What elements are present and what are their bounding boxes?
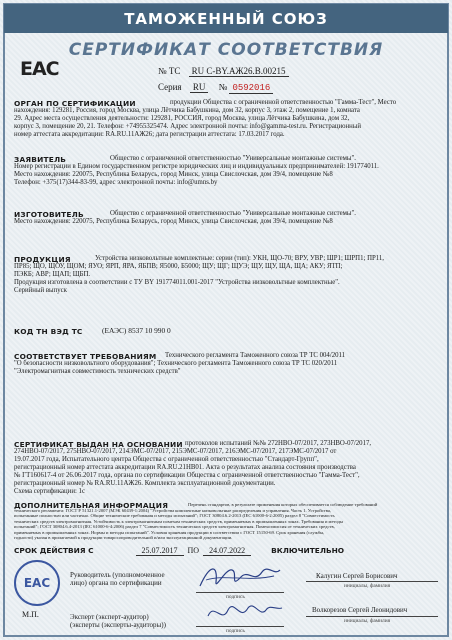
basis-details [14, 448, 440, 497]
additional-line: технических средств электромагнитная. Устойчивость к электромагнитным помехам технических средств, применяемых в промышленных зонах. Требования и методы [14, 518, 344, 524]
basis-line: 274НВО-07/2017, 275НВО-07/2017, 214ЭМС-07/2017, 215ЭМС-07/2017, 216ЭМС-07/2017, 217ЭМС-07/2017 от [14, 448, 337, 455]
number-value: RU C-BY.АЖ26.B.00215 [189, 66, 289, 77]
expert-label-line: Эксперт (эксперт-аудитор) [70, 613, 149, 621]
basis-line: регистрационный номер аттестата аккредитации RA.RU.21НВ01. Акта о результатах анализа состояния производства [14, 464, 356, 472]
additional-line: испытанные полностью или частично. Общие технические требования и методы испытаний"; ГОСТ 30804.6.2-2013 (IEC 61000-6-2:2005) раздел 8 "Совместимость [14, 513, 335, 519]
expert-signature [204, 596, 284, 628]
applicant-heading: ЗАЯВИТЕЛЬ [14, 155, 67, 164]
expert-sign-line [196, 626, 284, 627]
manufacturer-details [14, 218, 440, 226]
validity-to: 24.07.2022 [203, 546, 251, 556]
organ-line: корпус 3, помещение 20, 21. Телефон: +74955325474. Адрес электронной почты: info@gamma-test.ru. Регистрационный [14, 123, 361, 131]
certificate-title: СЕРТИФИКАТ СООТВЕТСТВИЯ [68, 40, 384, 60]
certificate-number [158, 66, 289, 77]
applicant-details [14, 163, 440, 187]
expert-name: Волкорезов Сергей Леонидович [312, 606, 408, 614]
manufacturer-line-0: Общество с ограниченной ответственностью "Универсальные монтажные системы". [110, 210, 356, 217]
additional-details [14, 508, 440, 540]
applicant-line: Место нахождения: 220075, Республика Беларусь, город Минск, улица Свислочская, дом 39/4, помещение №8 [14, 171, 333, 179]
product-line: Продукция изготовлена в соответствии с ТУ BY 191774011.001-2017 "Устройства низковольтные комплектные". [14, 279, 340, 287]
seal-place-label: М.П. [22, 610, 39, 619]
expert-name-line [306, 616, 438, 617]
head-label-line: лицо) органа по сертификации [70, 578, 162, 587]
requirements-line-0: Технического регламента Таможенного союза ТР ТС 004/2011 [165, 352, 346, 359]
organ-line: нахождения: 129281, Россия, город Москва, улица Лётчика Бабушкина, дом 32, корпус 3, этаж 2, помещение 1, комната [14, 107, 360, 114]
customs-union-banner: ТАМОЖЕННЫЙ СОЮЗ [4, 4, 448, 33]
eac-logo: ЕАС [20, 58, 59, 80]
basis-line-0: протоколов испытаний №№ 272НВО-07/2017, 273НВО-07/2017, [185, 440, 372, 447]
requirements-line: "Электромагнитная совместимость технических средств" [14, 368, 181, 376]
expert-name-caption: инициалы, фамилия [344, 618, 391, 624]
additional-line: испытаний"; ГОСТ 30804.6.4-2013 (IEC 61000-6-4:2006) раздел 7 "Совместимость технических средств электромагнитная. Помехоэмиссия от технических средств, [14, 524, 335, 530]
expert-label [70, 614, 166, 629]
code-heading: КОД ТН ВЭД ТС [14, 327, 83, 336]
product-line-0: Устройства низковольтные комплектные: серии (тип): УКН, ЩО-70; ВРУ, УВР; ШР1; ШРП1; ПР11, [95, 255, 385, 262]
series-no-sign: № [218, 82, 228, 92]
stamp-mark: ЕАС [23, 576, 51, 590]
product-heading: ПРОДУКЦИЯ [14, 255, 71, 264]
head-sign-line [196, 592, 284, 593]
head-label [70, 572, 165, 587]
certificate-series [158, 82, 273, 94]
validity-from: 25.07.2017 [136, 546, 184, 556]
organ-line: 29. Адрес места осуществления деятельности: 129281, РОССИЯ, город Москва, улица Лётчика Бабушкина, дом 32, [14, 115, 350, 123]
additional-line: применяемых в промышленных зонах. Нормы и методы испытаний". Условия хранения продукции в соответствии с ГОСТ 15150-69. Срок хранения (службы, [14, 529, 325, 535]
manufacturer-heading: ИЗГОТОВИТЕЛЬ [14, 210, 84, 219]
basis-line: регистрационный номер № RA.RU.11АЖ26. Комплекта эксплуатационной документации. [14, 480, 276, 488]
applicant-line-0: Общество с ограниченной ответственностью "Универсальные монтажные системы". [110, 155, 356, 162]
additional-line: годности) указан в прилагаемой к продукции товаросопроводительной и/или эксплуатационной документации. [14, 535, 233, 541]
requirements-line: "О безопасности низковольтного оборудования"; Технического регламента Таможенного союза ТР ТС 020/2011 [14, 360, 338, 367]
code-value: (ЕАЭС) 8537 10 990 0 [102, 326, 171, 335]
series-prefix: RU [190, 82, 209, 93]
validity-heading: СРОК ДЕЙСТВИЯ С [14, 546, 94, 555]
series-label: Серия [158, 82, 182, 92]
applicant-line: Телефон: +375(17)344-83-99, адрес электронной почты: info@umns.by [14, 179, 218, 187]
requirements-details [14, 360, 440, 376]
validity-to-label: ПО [187, 546, 200, 555]
applicant-line: Номер регистрации в Едином государственном регистре юридических лиц и индивидуальных предпринимателей: 191774011. [14, 163, 379, 170]
organ-line-0: продукции Общества с ограниченной ответственностью "Гамма-Тест", Место [170, 99, 397, 106]
basis-heading: СЕРТИФИКАТ ВЫДАН НА ОСНОВАНИИ [14, 440, 183, 449]
basis-line: 19.07.2017 года, Испытательного центра Общества с ограниченной ответственностью "Стандарт-Групп", [14, 456, 319, 464]
additional-heading: ДОПОЛНИТЕЛЬНАЯ ИНФОРМАЦИЯ [14, 501, 169, 510]
organ-heading: ОРГАН ПО СЕРТИФИКАЦИИ [14, 99, 136, 108]
organ-details [14, 107, 440, 139]
product-details [14, 263, 440, 295]
organ-line: номер аттестата аккредитации: RA.RU.11АЖ26; дата регистрации аттестата: 17.03.2017 года. [14, 131, 285, 139]
manufacturer-line: Место нахождения: 220075, Республика Беларусь, город Минск, улица Свислочская, дом 39/4, помещение №8 [14, 218, 333, 225]
expert-sign-caption: подпись [226, 628, 245, 634]
head-sign-caption: подпись [226, 594, 245, 600]
series-number: 0592016 [229, 83, 273, 94]
head-name: Калугин Сергей Борисович [316, 572, 398, 580]
additional-line-0: Перечень стандартов, в результате применения которых обеспечивается соблюдение требований [188, 502, 378, 507]
head-label-line: Руководитель (уполномоченное [70, 571, 165, 579]
head-name-line [306, 581, 438, 582]
head-signature [196, 560, 284, 594]
basis-line: № ГТ160617-4 от 26.06.2017 года, органа по сертификации Общества с ограниченной ответственностью "Гамма-Тест", [14, 472, 360, 480]
number-label: № ТС [158, 66, 181, 76]
expert-label-line: (эксперты (эксперты-аудиторы)) [70, 620, 166, 629]
product-line: ПЭКБ; АВР; ЩАП; ЩБП. [14, 271, 91, 279]
head-name-caption: инициалы, фамилия [344, 583, 391, 589]
requirements-heading: СООТВЕТСТВУЕТ ТРЕБОВАНИЯМ [14, 352, 157, 361]
product-line: ПР85; ЩО, ЩОУ, ЩОМ; ЯУО; ЯРП, ЯРА, ЯБПВ; Я5000, Б5000; ЩУ; ЩГ; ЩУЭ; ЩУ, ЩУ, ЩА, ЩА; АКУ; ЯТП; [14, 263, 343, 270]
additional-line: технического регламента: ГОСТ Р 51321.1-2007 (МЭК 60439-1:2004) "Устройства комплектные низковольтные распределения и управления. Часть 1. Устройства, [14, 508, 332, 513]
organ-stamp [14, 560, 60, 606]
product-line: Серийный выпуск [14, 287, 67, 295]
validity-row [14, 546, 440, 556]
basis-line: Схема сертификации: 1с [14, 488, 85, 496]
validity-inclusive: ВКЛЮЧИТЕЛЬНО [271, 546, 345, 555]
